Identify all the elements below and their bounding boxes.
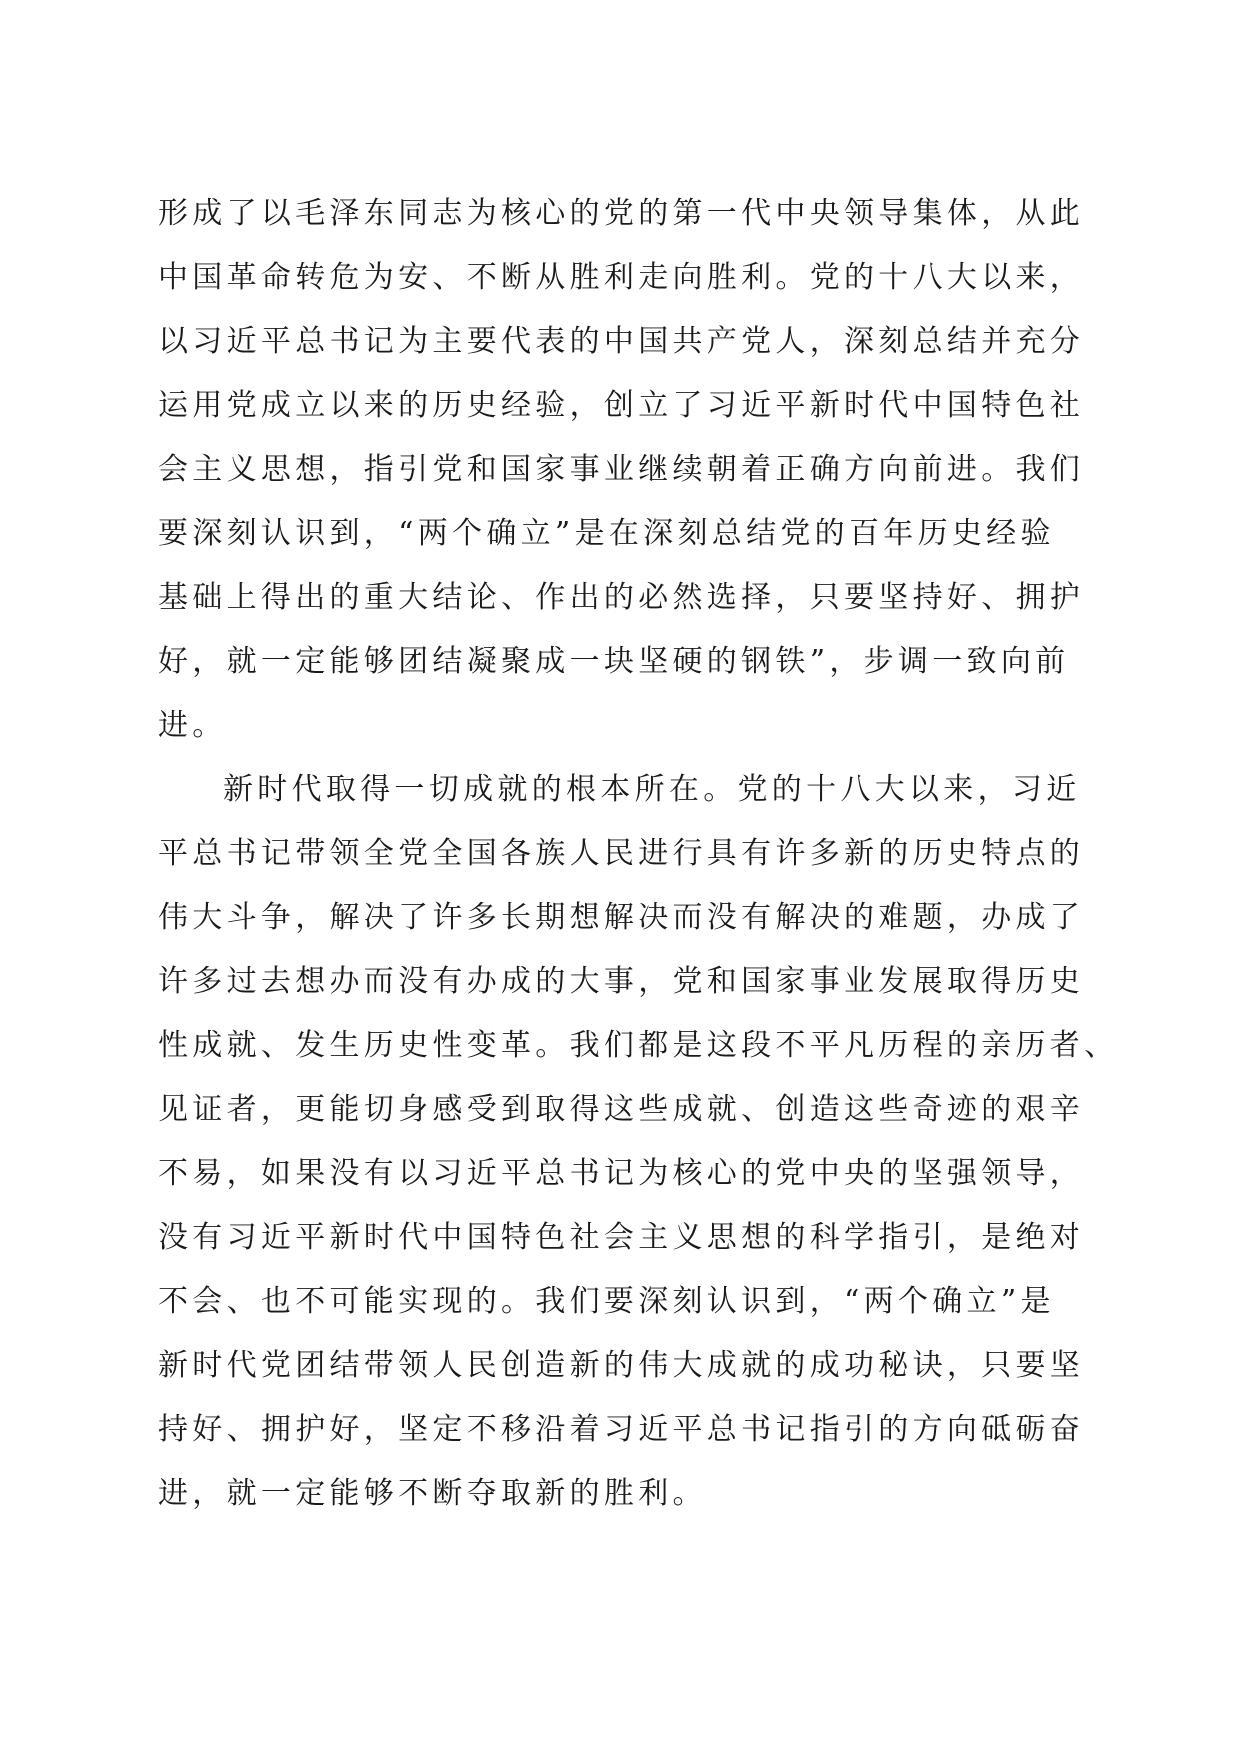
text-line: 要深刻认识到，“两个确立”是在深刻总结党的百年历史经验 (158, 516, 1055, 551)
text-line: 新时代党团结带领人民创造新的伟大成就的成功秘诀，只要坚 (158, 1348, 1085, 1383)
document-body (158, 182, 1119, 1526)
text-line: 持好、拥护好，坚定不移沿着习近平总书记指引的方向砥砺奋 (158, 1412, 1085, 1447)
text-line: 平总书记带领全党全国各族人民进行具有许多新的历史特点的 (158, 836, 1085, 871)
text-line: 性成就、发生历史性变革。我们都是这段不平凡历程的亲历者、 (158, 1028, 1119, 1063)
text-line: 见证者，更能切身感受到取得这些成就、创造这些奇迹的艰辛 (158, 1092, 1085, 1127)
text-line: 以习近平总书记为主要代表的中国共产党人，深刻总结并充分 (158, 324, 1085, 359)
text-line: 不易，如果没有以习近平总书记为核心的党中央的坚强领导， (158, 1156, 1085, 1191)
text-line: 许多过去想办而没有办成的大事，党和国家事业发展取得历史 (158, 964, 1085, 999)
text-line: 基础上得出的重大结论、作出的必然选择，只要坚持好、拥护 (158, 580, 1085, 615)
text-line: 会主义思想，指引党和国家事业继续朝着正确方向前进。我们 (158, 452, 1085, 487)
text-line: 伟大斗争，解决了许多长期想解决而没有解决的难题，办成了 (158, 900, 1085, 935)
paragraph-1 (158, 182, 1085, 758)
text-line: 不会、也不可能实现的。我们要深刻认识到，“两个确立”是 (158, 1284, 1055, 1319)
text-line: 好，就一定能够团结凝聚成一块坚硬的钢铁”，步调一致向前 (158, 644, 1070, 679)
text-line: 形成了以毛泽东同志为核心的党的第一代中央领导集体，从此 (158, 196, 1085, 231)
paragraph-2 (158, 758, 1119, 1526)
text-line: 进，就一定能够不断夺取新的胜利。 (158, 1476, 707, 1511)
text-line: 运用党成立以来的历史经验，创立了习近平新时代中国特色社 (158, 388, 1085, 423)
text-line: 中国革命转危为安、不断从胜利走向胜利。党的十八大以来， (158, 260, 1085, 295)
text-line: 没有习近平新时代中国特色社会主义思想的科学指引，是绝对 (158, 1220, 1085, 1255)
text-line: 新时代取得一切成就的根本所在。党的十八大以来，习近 (223, 772, 1081, 807)
text-line: 进。 (158, 708, 227, 743)
